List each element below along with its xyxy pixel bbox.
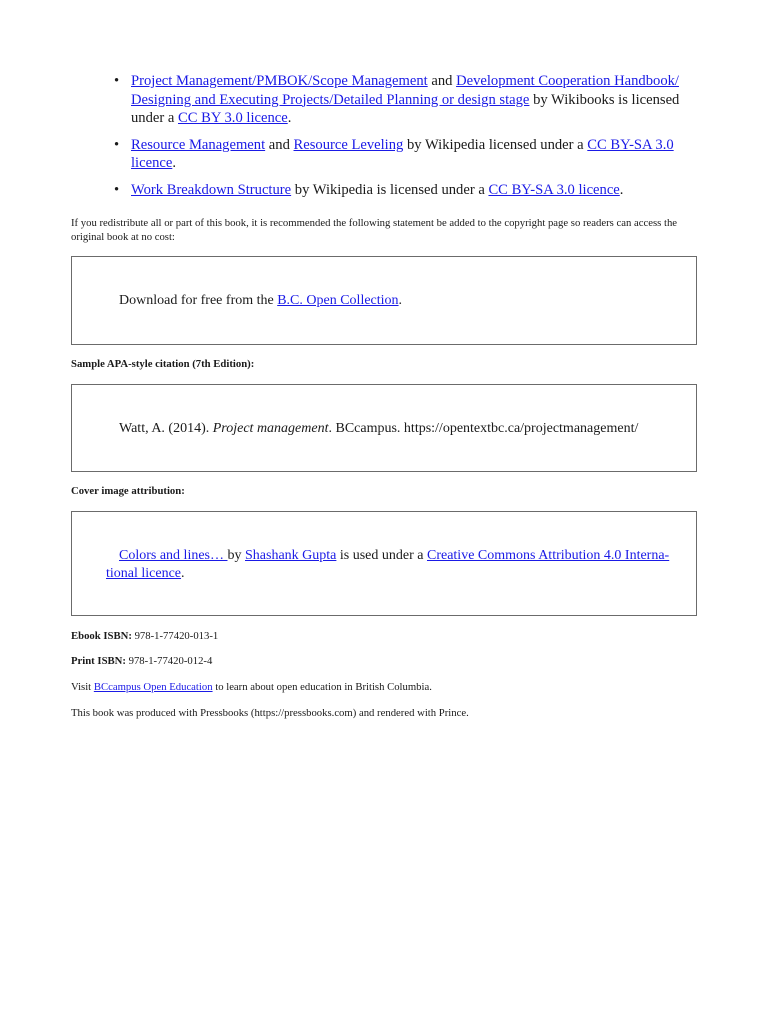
list-item [108,136,704,173]
attribution-list [108,72,704,207]
work-breakdown-structure-link[interactable]: Work Breakdown Structure [131,181,292,198]
cover-box [71,511,697,616]
citation-heading-text: Sample APA-style citation (7th Edition): [71,358,255,370]
redistribute-note: If you redistribute all or part of this book, it is recommended the following statement be added to the copyright page so readers can access the original book at no cost: [71,217,678,243]
cc-by-license-link[interactable]: CC BY 3.0 licence [178,110,288,126]
period-text: . [172,155,176,171]
period-text: . [181,565,185,581]
ebook-isbn-value: 978-1-77420-013-1 [131,630,219,642]
citation-title: Project management [212,421,329,436]
citation-author: Watt, A. (2014). [119,421,213,436]
cover-heading [71,485,697,499]
citation-heading [71,358,697,372]
and-text: and [427,73,457,89]
bullet-icon: • [114,73,120,89]
produced-with-line: This book was produced with Pressbooks (https://pressbooks.com) and rendered with Prince. [71,707,469,719]
bullet-icon: • [114,181,120,198]
cover-heading-text: Cover image attribution: [71,485,185,497]
cover-line-2 [106,565,676,583]
period-text: . [619,181,624,198]
attribution-text: by Wikibooks is licensed under a [131,91,680,126]
ebook-isbn [71,630,697,644]
cc-attribution-license-link[interactable]: Creative Commons Attribution 4.0 Interna- [426,548,670,563]
cc-attribution-license-link-cont[interactable]: tional licence [106,565,182,581]
download-box [71,256,697,345]
download-prefix: Download for free from the [119,293,278,308]
visit-suffix: to learn about open education in British Columbia. [212,681,432,693]
bullet-icon: • [114,136,120,153]
colors-and-lines-link[interactable]: Colors and lines… [119,548,228,563]
print-isbn-label: Print ISBN: [71,655,126,667]
resource-leveling-link[interactable]: Resource Leveling [293,136,404,153]
cc-by-sa-license-link[interactable]: CC BY-SA 3.0 licence [488,181,620,198]
and-text: and [265,136,294,153]
citation-rest: . BCcampus. https://opentextbc.ca/projectmanagement/ [328,421,639,436]
attribution-text: by Wikipedia licensed under a [403,136,588,153]
bccampus-open-education-link[interactable]: BCcampus Open Education [93,681,213,693]
cc-by-sa-license-link[interactable]: CC BY-SA 3.0 licence [131,136,674,171]
visit-prefix: Visit [71,681,94,693]
development-handbook-link[interactable]: Development Cooperation Handbook/ Designing and Executing Projects/Detailed Planning or design stage [131,73,679,108]
print-isbn [71,655,697,669]
period-text: . [398,293,403,308]
list-item [108,181,704,200]
citation-text [119,420,638,438]
shashank-gupta-link[interactable]: Shashank Gupta [245,548,337,563]
print-isbn-value: 978-1-77420-012-4 [125,655,213,667]
list-item [108,72,704,128]
citation-box [71,384,697,472]
used-under-text: is used under a [336,548,427,563]
by-text: by [227,548,245,563]
cover-attribution [106,547,676,582]
ebook-isbn-label: Ebook ISBN: [71,630,132,642]
attribution-text: by Wikipedia is licensed under a [291,181,489,198]
cover-line-1 [106,547,676,565]
download-statement [119,292,402,310]
visit-line [71,681,697,695]
scope-management-link[interactable]: Project Management/PMBOK/Scope Management [131,73,428,89]
resource-management-link[interactable]: Resource Management [131,136,266,153]
period-text: . [287,110,292,126]
bc-open-collection-link[interactable]: B.C. Open Collection [277,293,399,308]
